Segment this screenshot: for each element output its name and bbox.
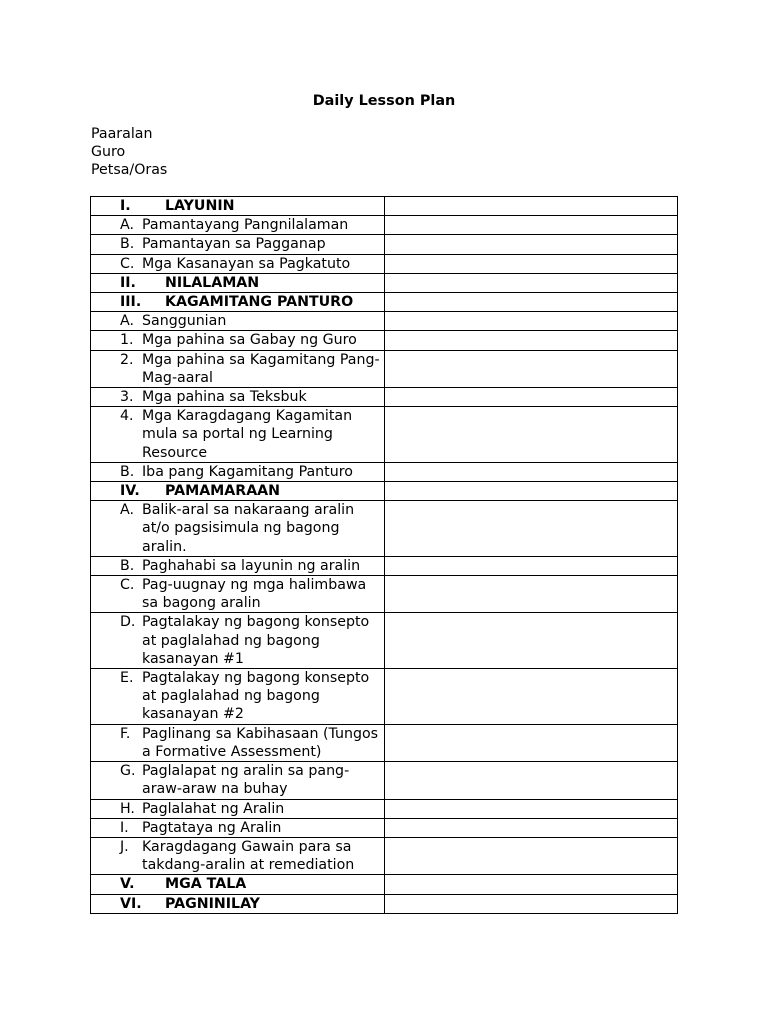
item-label-cell [91, 273, 385, 292]
meta-field-guro: Guro [91, 144, 126, 160]
document-title: Daily Lesson Plan [312, 93, 456, 109]
item-text: Paglalapat ng aralin sa pang-araw-araw na buhay [142, 763, 350, 798]
meta-fields [91, 125, 167, 179]
section-heading: PAGNINILAY [165, 895, 260, 912]
entry-cell[interactable] [385, 216, 678, 235]
item-number: A. [120, 313, 134, 330]
entry-cell[interactable] [385, 724, 678, 761]
table-row [91, 762, 678, 799]
item-number: B. [120, 236, 135, 253]
table-row [91, 669, 678, 725]
item-number: 4. [120, 408, 134, 425]
table-row [91, 837, 678, 874]
item-label-cell [91, 235, 385, 254]
item-label-cell [91, 331, 385, 350]
item-number: 2. [120, 351, 134, 368]
section-header-row [91, 197, 678, 216]
item-number: B. [120, 557, 135, 574]
entry-cell[interactable] [385, 254, 678, 273]
item-text: Balik-aral sa nakaraang aralin at/o pagsisimula ng bagong aralin. [142, 502, 355, 555]
section-heading: LAYUNIN [165, 198, 235, 214]
lesson-plan-table [90, 196, 678, 914]
table-row [91, 216, 678, 235]
table-row [91, 818, 678, 837]
table-row [91, 613, 678, 669]
item-number: A. [120, 502, 134, 519]
item-label-cell [91, 254, 385, 273]
entry-cell[interactable] [385, 388, 678, 407]
table-row [91, 312, 678, 331]
section-heading: MGA TALA [165, 876, 247, 893]
entry-cell[interactable] [385, 501, 678, 557]
item-label-cell [91, 576, 385, 613]
item-text: Mga pahina sa Teksbuk [142, 389, 307, 406]
item-number: A. [120, 217, 134, 234]
entry-cell[interactable] [385, 576, 678, 613]
section-header-row [91, 482, 678, 501]
item-label-cell [91, 216, 385, 235]
item-text: Iba pang Kagamitang Panturo [142, 463, 353, 480]
entry-cell[interactable] [385, 331, 678, 350]
entry-cell[interactable] [385, 197, 678, 216]
entry-cell[interactable] [385, 312, 678, 331]
item-number: 3. [120, 389, 134, 406]
item-number: H. [120, 800, 135, 817]
table-row [91, 350, 678, 387]
item-label-cell [91, 407, 385, 463]
table-row [91, 556, 678, 575]
item-text: Pagtalakay ng bagong konsepto at paglalahad ng bagong kasanayan #1 [142, 614, 370, 667]
table-row [91, 254, 678, 273]
item-number: VI. [120, 895, 142, 912]
item-number: J. [120, 838, 129, 855]
item-text: Paglalahat ng Aralin [142, 800, 285, 817]
entry-cell[interactable] [385, 235, 678, 254]
item-number: V. [120, 876, 135, 893]
item-text: Pamantayang Pangnilalaman [142, 217, 349, 234]
item-label-cell [91, 482, 385, 501]
section-header-row [91, 894, 678, 913]
entry-cell[interactable] [385, 818, 678, 837]
item-label-cell [91, 613, 385, 669]
section-heading: PAMAMARAAN [165, 483, 281, 500]
entry-cell[interactable] [385, 799, 678, 818]
item-label-cell [91, 724, 385, 761]
table-row [91, 331, 678, 350]
entry-cell[interactable] [385, 762, 678, 799]
item-text: Mga Karagdagang Kagamitan mula sa portal ng Learning Resource [142, 408, 353, 461]
table-row [91, 501, 678, 557]
entry-cell[interactable] [385, 837, 678, 874]
item-label-cell [91, 197, 385, 216]
item-text: Pamantayan sa Pagganap [142, 236, 326, 253]
item-label-cell [91, 350, 385, 387]
entry-cell[interactable] [385, 669, 678, 725]
entry-cell[interactable] [385, 293, 678, 312]
item-number: B. [120, 463, 135, 480]
item-label-cell [91, 837, 385, 874]
item-number: G. [120, 763, 136, 780]
table-row [91, 724, 678, 761]
entry-cell[interactable] [385, 613, 678, 669]
item-label-cell [91, 556, 385, 575]
section-header-row [91, 875, 678, 894]
entry-cell[interactable] [385, 875, 678, 894]
item-text: Pagtataya ng Aralin [142, 819, 282, 836]
item-text: Pag-uugnay ng mga halimbawa sa bagong aralin [142, 577, 367, 612]
item-text: Mga Kasanayan sa Pagkatuto [142, 255, 351, 272]
item-label-cell [91, 669, 385, 725]
table-row [91, 235, 678, 254]
item-number: II. [120, 274, 136, 291]
item-number: E. [120, 670, 134, 687]
table-row [91, 388, 678, 407]
item-text: Sanggunian [142, 313, 227, 330]
item-number: C. [120, 255, 135, 272]
item-label-cell [91, 875, 385, 894]
item-label-cell [91, 799, 385, 818]
table-row [91, 576, 678, 613]
entry-cell[interactable] [385, 482, 678, 501]
item-text: Paglinang sa Kabihasaan (Tungos a Formative Assessment) [142, 725, 379, 760]
item-number: IV. [120, 483, 140, 500]
section-heading: KAGAMITANG PANTURO [165, 294, 354, 311]
item-text: Karagdagang Gawain para sa takdang-aralin at remediation [142, 838, 355, 874]
section-heading: NILALAMAN [165, 274, 260, 291]
item-label-cell [91, 312, 385, 331]
entry-cell[interactable] [385, 556, 678, 575]
item-label-cell [91, 388, 385, 407]
section-header-row [91, 293, 678, 312]
item-text: Pagtalakay ng bagong konsepto at paglalahad ng bagong kasanayan #2 [142, 670, 370, 723]
meta-field-petsa-oras: Petsa/Oras [91, 162, 168, 178]
entry-cell[interactable] [385, 462, 678, 481]
item-label-cell [91, 818, 385, 837]
entry-cell[interactable] [385, 894, 678, 913]
item-text: Paghahabi sa layunin ng aralin [142, 557, 361, 574]
entry-cell[interactable] [385, 273, 678, 292]
meta-field-paaralan: Paaralan [91, 126, 153, 142]
item-text: Mga pahina sa Kagamitang Pang-Mag-aaral [142, 351, 380, 386]
item-label-cell [91, 462, 385, 481]
item-number: D. [120, 614, 136, 631]
item-text: Mga pahina sa Gabay ng Guro [142, 332, 357, 349]
item-number: III. [120, 294, 142, 311]
item-number: I. [120, 819, 129, 836]
table-row [91, 462, 678, 481]
section-header-row [91, 273, 678, 292]
item-number: C. [120, 577, 135, 594]
entry-cell[interactable] [385, 350, 678, 387]
item-number: F. [120, 725, 131, 742]
entry-cell[interactable] [385, 407, 678, 463]
item-number: I. [120, 198, 131, 214]
item-label-cell [91, 501, 385, 557]
item-number: 1. [120, 332, 134, 349]
table-row [91, 407, 678, 463]
item-label-cell [91, 293, 385, 312]
item-label-cell [91, 762, 385, 799]
table-row [91, 799, 678, 818]
item-label-cell [91, 894, 385, 913]
